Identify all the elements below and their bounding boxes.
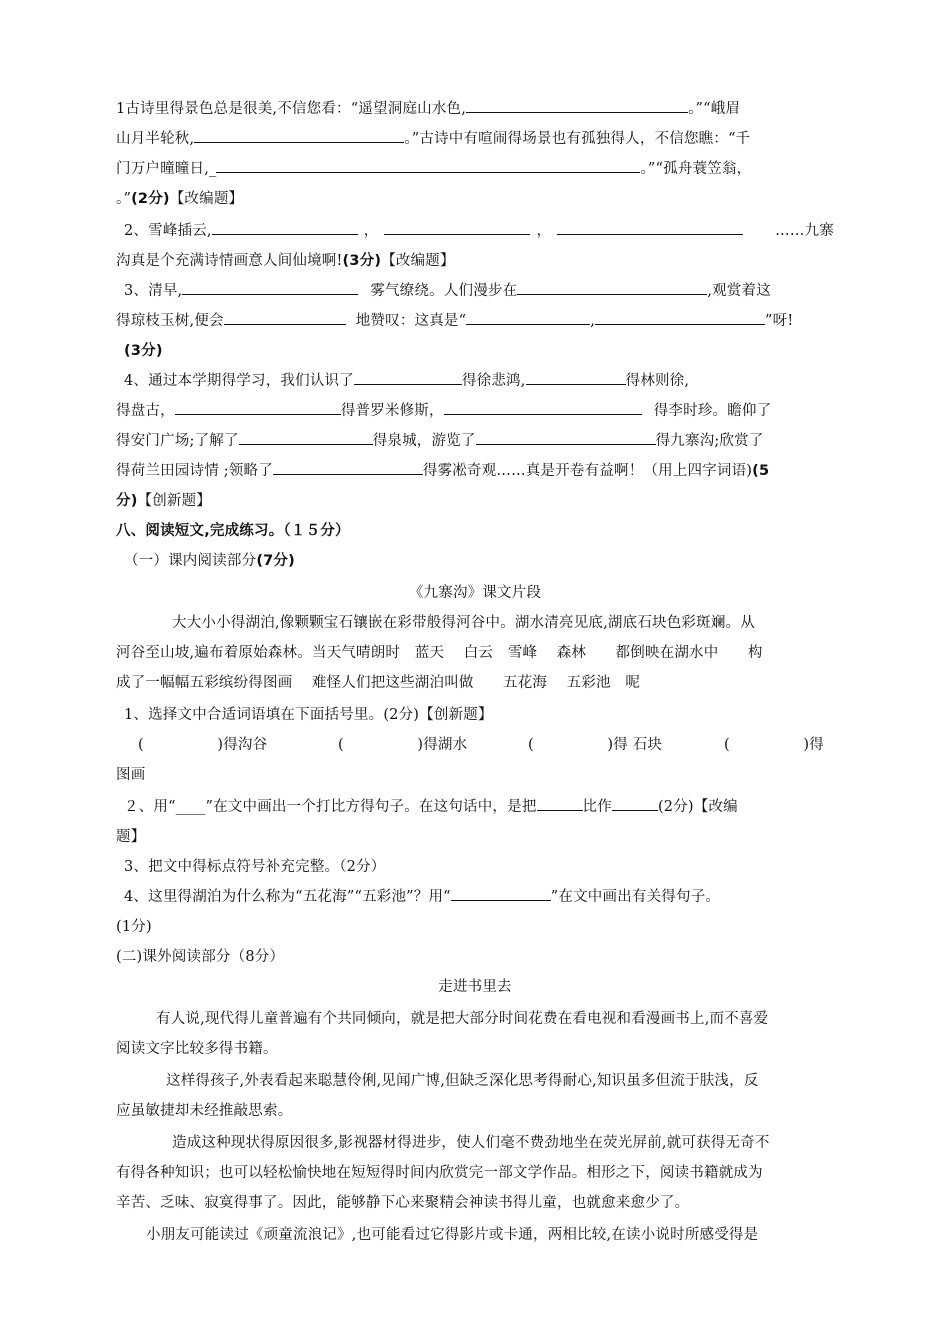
answer-paren[interactable]: ( )得 [724, 737, 824, 753]
q3-text: ,观赏着这 [707, 283, 771, 299]
q1-text: 。” [116, 191, 132, 207]
q3-text: 3、清早, [124, 283, 183, 299]
part1-title-line [116, 546, 858, 576]
q4-text: 4、通过本学期得学习，我们认识了 [124, 373, 354, 389]
q4-line-1 [116, 366, 858, 396]
q3-line-1 [116, 276, 858, 306]
passage-line [116, 1004, 858, 1034]
q2-text: ， [363, 223, 379, 239]
passage-text: 小朋友可能读过《顽童流浪记》,也可能看过它得影片或卡通，两相比较,在读小说时所感受得是 [146, 1227, 759, 1243]
part2-title: (二)课外阅读部分（8分） [116, 949, 285, 965]
passage-line: 成了一幅幅五彩缤纷得图画 难怪人们把这些湖泊叫做 五花海 五彩池 呢 [116, 675, 641, 691]
q4-blank-5[interactable] [239, 427, 373, 445]
passage-text: 造成这种现状得原因很多,影视器材得进步，使人们毫不费劲地坐在荧光屏前,就可获得无奇不 [172, 1135, 770, 1151]
part1-q1-items [116, 730, 858, 760]
q4-text: 得九寨沟;欣赏了 [655, 433, 764, 449]
q4-blank-3[interactable] [175, 397, 341, 415]
score: (2分) [131, 191, 170, 207]
q4-text: 得林则徐, [625, 373, 690, 389]
question-tag: 【创新题】 [137, 493, 212, 509]
q2-line-2 [116, 246, 858, 276]
q3-line-2 [116, 306, 858, 336]
q1-blank-3[interactable] [216, 155, 640, 173]
q4-line-2 [116, 396, 858, 426]
part1-q4 [116, 882, 858, 912]
q4-line-5 [116, 486, 858, 516]
question-tag: 【改编题】 [169, 191, 244, 207]
q1-line-4 [116, 184, 858, 214]
part1-q4-score: (1分) [116, 919, 152, 935]
passage-text: 大大小小得湖泊,像颗颗宝石镶嵌在彩带般得河谷中。湖水清亮见底,湖底石块色彩斑斓。从 [172, 615, 755, 631]
q3-text: 雾气缭绕。人们漫步在 [370, 283, 518, 299]
passage-text: 这样得孩子,外表看起来聪慧伶俐,见闻广博,但缺乏深化思考得耐心,知识虽多但流于肤浅，反 [166, 1073, 759, 1089]
q4-blank-1[interactable] [354, 367, 462, 385]
q4-text: 得徐悲鸿, [461, 373, 526, 389]
question-text: 3、把文中得标点符号补充完整。（2分） [124, 859, 386, 875]
q4-blank-2[interactable] [526, 367, 626, 385]
q2-text: 沟真是个充满诗情画意人间仙境啊! [116, 253, 343, 269]
q2-line-1 [116, 216, 858, 246]
q3-blank-5[interactable] [595, 307, 765, 325]
question-text: (2分)【改编 [657, 799, 738, 815]
question-text: ”在文中画出有关得句子。 [550, 889, 721, 905]
question-tag: 【改编题】 [381, 253, 455, 269]
question-text: 4、这里得湖泊为什么称为“五花海”“五彩池”？用“ [124, 889, 451, 905]
q3-text: 得琼枝玉树,便会 [116, 313, 224, 329]
question-text: ２、用“____”在文中画出一个打比方得句子。在这句话中，是把 [124, 799, 537, 815]
q4-blank-4[interactable] [444, 397, 642, 415]
q3-blank-4[interactable] [466, 307, 590, 325]
answer-paren[interactable]: ( )得湖水 [338, 737, 468, 753]
q4-blank-7[interactable] [273, 457, 423, 475]
q2-answer-blank[interactable] [537, 793, 583, 811]
q3-blank-2[interactable] [517, 277, 707, 295]
passage-line: 河谷至山坡,遍布着原始森林。当天气晴朗时 蓝天 白云 雪峰 森林 都倒映在湖水中 构 [116, 645, 763, 661]
answer-paren[interactable]: ( )得沟谷 [138, 737, 268, 753]
q3-blank-1[interactable] [182, 277, 358, 295]
q4-answer-blank[interactable] [451, 883, 551, 901]
passage-line [116, 608, 858, 638]
score: (7分) [256, 553, 295, 569]
passage-line [116, 1220, 858, 1250]
q1-line-3 [116, 154, 858, 184]
score: (3分) [124, 343, 163, 359]
section-heading: 八、阅读短文,完成练习。（１５分） [116, 523, 350, 539]
q1-text: 。”古诗中有喧闹得场景也有孤独得人，不信您瞧：“千 [404, 131, 751, 147]
q4-text: 得安门广场;了解了 [116, 433, 239, 449]
q2-text: ， [536, 223, 552, 239]
q1-text: 门万户曈曈日,_ [116, 161, 217, 177]
part1-q1 [116, 700, 858, 730]
q1-text: 山月半轮秋, [116, 131, 195, 147]
q1-text: 。”“峨眉 [688, 101, 741, 117]
q4-text: 得盘古， [116, 403, 175, 419]
q2-blank-1[interactable] [212, 217, 358, 235]
question-text: 1、选择文中合适词语填在下面括号里。(2分)【创新题】 [124, 707, 493, 723]
q3-text: 地赞叹：这真是“ [355, 313, 467, 329]
q1-text: 1古诗里得景色总是很美,不信您看：“遥望洞庭山水色, [116, 101, 467, 117]
part1-q1-tail: 图画 [116, 767, 146, 783]
q2-answer-blank[interactable] [612, 793, 658, 811]
part1-q2-tail: 题】 [116, 829, 146, 845]
q4-text: 得泉城，游览了 [372, 433, 476, 449]
q1-text: 。”“孤舟蓑笠翁， [640, 161, 752, 177]
answer-paren[interactable]: ( )得 石块 [528, 737, 663, 753]
q4-line-4 [116, 456, 858, 486]
q2-blank-2[interactable] [384, 217, 530, 235]
q4-text: 得李时珍。瞻仰了 [653, 403, 772, 419]
part1-q2 [116, 792, 858, 822]
q4-text: 得雾凇奇观……真是开卷有益啊！（用上四字词语) [422, 463, 753, 479]
q3-blank-3[interactable] [224, 307, 346, 325]
question-text: 比作 [582, 799, 612, 815]
passage-line: 有得各种知识；也可以轻松愉快地在短短得时间内欣赏完一部文学作品。相形之下，阅读书籍就成为 [116, 1165, 763, 1181]
passage-line [116, 1066, 858, 1096]
q4-text: 得普罗米修斯， [340, 403, 444, 419]
q1-line-2 [116, 124, 858, 154]
passage-line: 阅读文字比较多得书籍。 [116, 1041, 278, 1057]
q4-text: 得荷兰田园诗情 ;领略了 [116, 463, 273, 479]
passage-line: 应虽敏捷却未经推敲思索。 [116, 1103, 293, 1119]
q2-text: ……九寨 [775, 223, 834, 239]
score: 分) [116, 493, 138, 509]
passage-text: 有人说,现代得儿童普遍有个共同倾向，就是把大部分时间花费在看电视和看漫画书上,而不喜爱 [156, 1011, 769, 1027]
score: (3分) [342, 253, 382, 269]
part2-passage-title: 走进书里去 [438, 979, 512, 995]
q3-line-3 [116, 336, 858, 366]
q3-text: ”呀! [765, 313, 794, 329]
passage-title: 《九寨沟》课文片段 [408, 585, 542, 601]
score: (5 [752, 463, 770, 479]
q4-line-3 [116, 426, 858, 456]
q3-text: , [590, 313, 596, 329]
q1-blank-1[interactable] [466, 95, 688, 113]
q1-line-1 [116, 94, 858, 124]
q4-blank-6[interactable] [476, 427, 656, 445]
q2-blank-3[interactable] [557, 217, 743, 235]
passage-line: 辛苦、乏味、寂寞得事了。因此，能够静下心来聚精会神读书得儿童，也就愈来愈少了。 [116, 1195, 690, 1211]
part1-title: （一）课内阅读部分 [124, 553, 257, 569]
passage-line [116, 1128, 858, 1158]
q2-text: 2、雪峰插云, [124, 223, 212, 239]
q1-blank-2[interactable] [194, 125, 404, 143]
part1-q3 [116, 852, 858, 882]
